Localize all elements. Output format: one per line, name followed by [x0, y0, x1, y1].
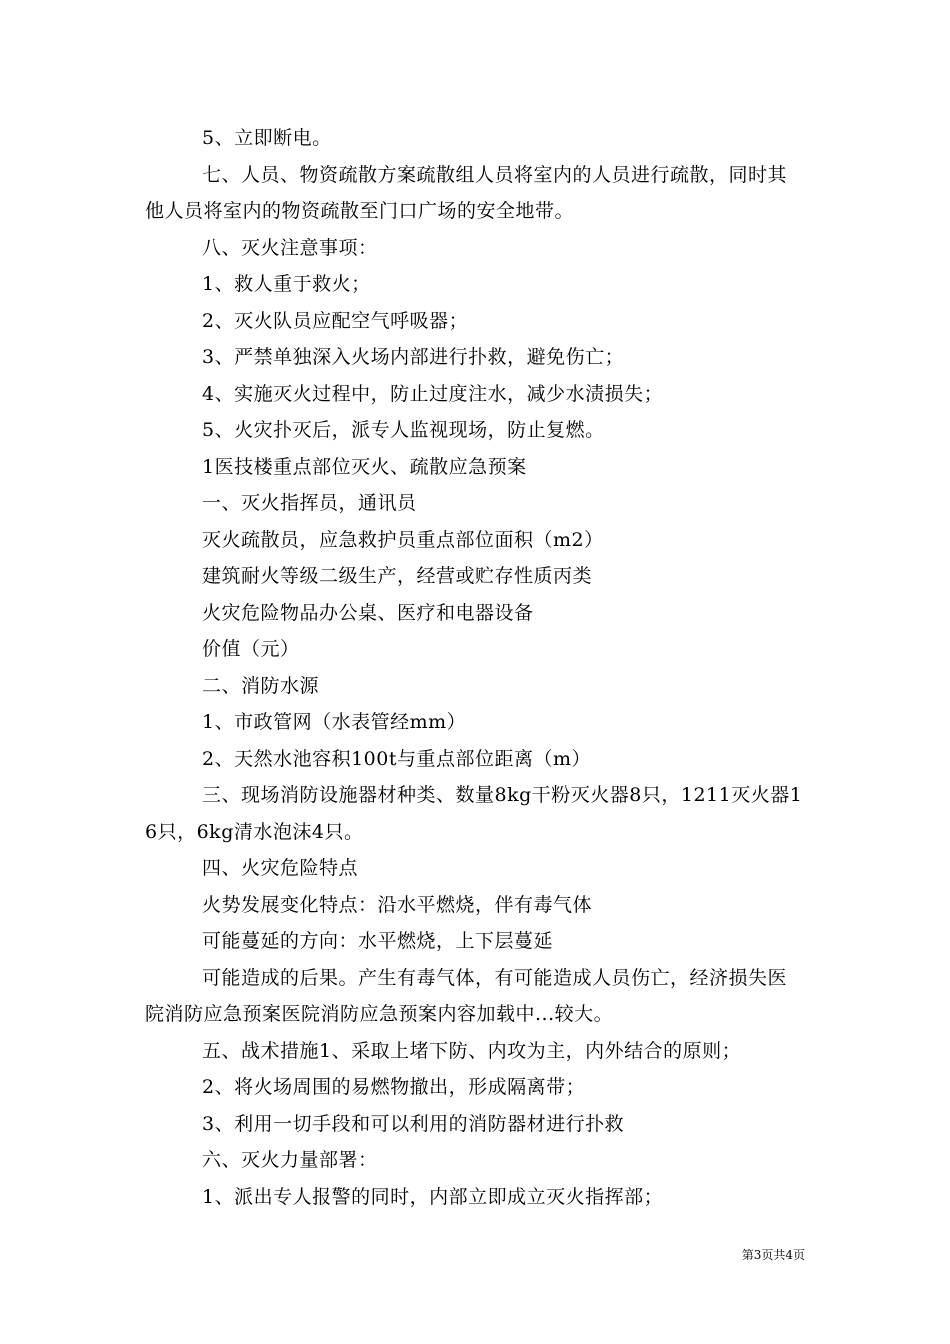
paragraph: 2、天然水池容积100t与重点部位距离（m） — [202, 747, 592, 770]
paragraph: 三、现场消防设施器材种类、数量8kg干粉灭火器8只，1211灭火器16只，6kg清水泡沫4只。 — [145, 784, 803, 843]
paragraph: 2、将火场周围的易燃物撤出，形成隔离带； — [202, 1076, 586, 1098]
document-body — [145, 120, 805, 1215]
paragraph: 5、立即断电。 — [202, 127, 332, 149]
paragraph: 5、火灾扑灭后，派专人监视现场，防止复燃。 — [202, 419, 605, 441]
paragraph: 1、救人重于救火； — [202, 273, 371, 295]
paragraph: 一、灭火指挥员，通讯员 — [202, 492, 417, 514]
paragraph: 火势发展变化特点：沿水平燃烧，伴有毒气体 — [202, 893, 593, 916]
paragraph: 价值（元） — [202, 638, 300, 660]
paragraph: 六、灭火力量部署： — [202, 1149, 378, 1171]
paragraph: 七、人员、物资疏散方案疏散组人员将室内的人员进行疏散，同时其他人员将室内的物资疏散至门口广场的安全地带。 — [145, 163, 788, 222]
section-title: 1医技楼重点部位灭火、疏散应急预案 — [202, 455, 527, 478]
paragraph: 可能造成的后果。产生有毒气体，有可能造成人员伤亡，经济损失医院消防应急预案医院消防应急预案内容加载中...较大。 — [145, 966, 788, 1025]
paragraph: 四、火灾危险特点 — [202, 857, 359, 879]
paragraph: 灭火疏散员，应急救护员重点部位面积（m2） — [202, 528, 604, 551]
paragraph: 3、利用一切手段和可以利用的消防器材进行扑救 — [202, 1112, 625, 1135]
paragraph: 2、灭火队员应配空气呼吸器； — [202, 309, 469, 332]
paragraph: 3、严禁单独深入火场内部进行扑救，避免伤亡； — [202, 346, 625, 368]
paragraph: 火灾危险物品办公桌、医疗和电器设备 — [202, 601, 534, 624]
paragraph: 五、战术措施1、采取上堵下防、内攻为主，内外结合的原则； — [202, 1039, 742, 1062]
paragraph: 4、实施灭火过程中，防止过度注水，减少水渍损失； — [202, 382, 664, 405]
paragraph: 建筑耐火等级二级生产，经营或贮存性质丙类 — [202, 565, 593, 587]
paragraph: 八、灭火注意事项： — [202, 236, 378, 259]
paragraph: 1、派出专人报警的同时，内部立即成立灭火指挥部； — [202, 1185, 664, 1208]
page-number: 第3页共4页 — [741, 1248, 805, 1262]
paragraph: 1、市政管网（水表管经mm） — [202, 711, 467, 733]
paragraph: 二、消防水源 — [202, 674, 320, 697]
paragraph: 可能蔓延的方向：水平燃烧，上下层蔓延 — [202, 930, 554, 952]
